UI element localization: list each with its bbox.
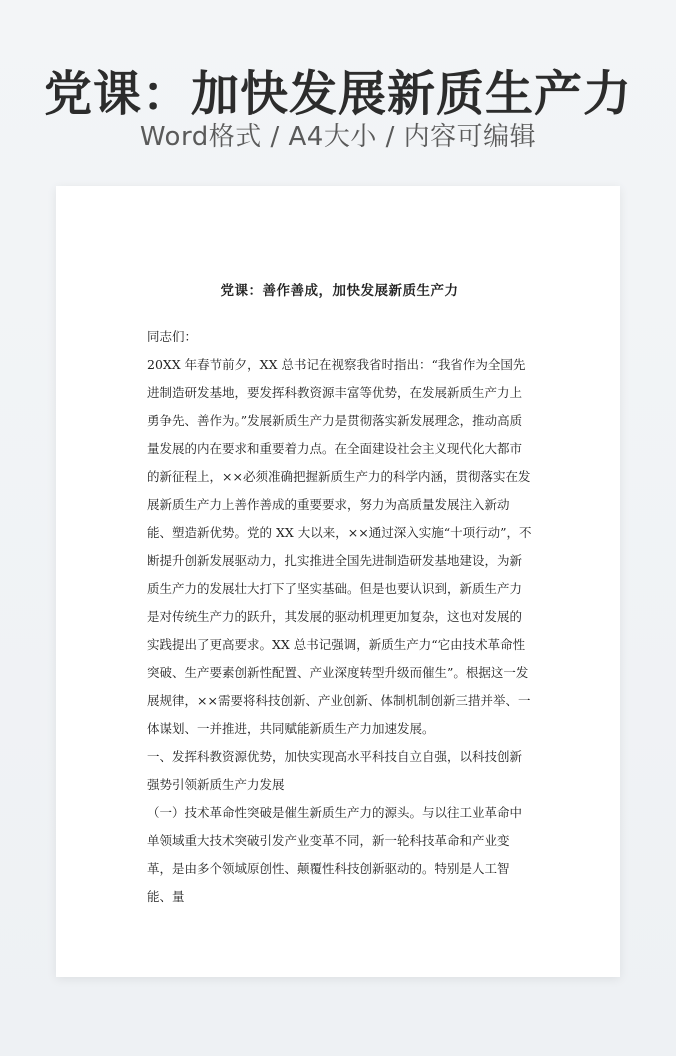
promo-subtitle: Word格式 / A4大小 / 内容可编辑: [139, 122, 537, 152]
promo-header: [0, 0, 676, 170]
document-title: 党课：善作善成，加快发展新质生产力: [220, 283, 459, 299]
document-salutation: 同志们：: [147, 329, 198, 344]
document-paragraph-1: 20XX 年春节前夕，XX 总书记在视察我省时指出：“我省作为全国先进制造研发基地，要发挥科教资源丰富等优势，在发展新质生产力上勇争先、善作为。”发展新质生产力是贯彻落实新发展理念，推动高质量发展的内在要求和重要着力点。在全面建设社会主义现代化大都市的新征程上，××必须准确把握新质生产力的科学内涵，贯彻落实在发展新质生产力上善作善成的重要要求，努力为高质量发展注入新动能、塑造新优势。党的 XX 大以来，××通过深入实施“十项行动”，不断提升创新发展驱动力，扎实推进全国先进制造研发基地建设，为新质生产力的发展壮大打下了坚实基础。但是也要认识到，新质生产力是对传统生产力的跃升，其发展的驱动机理更加复杂，这也对发展的实践提出了更高要求。XX 总书记强调，新质生产力“它由技术革命性突破、生产要素创新性配置、产业深度转型升级而催生”。根据这一发展规律，××需要将科技创新、产业创新、体制机制创新三措并举、一体谋划、一并推进，共同赋能新质生产力加速发展。: [147, 357, 532, 736]
document-paragraph-2: （一）技术革命性突破是催生新质生产力的源头。与以往工业革命中单领域重大技术突破引发产业变革不同，新一轮科技革命和产业变革，是由多个领域原创性、颠覆性科技创新驱动的。特别是人工智能、量: [147, 805, 523, 904]
document-heading-1: 一、发挥科教资源优势，加快实现高水平科技自立自强，以科技创新强势引领新质生产力发展: [147, 749, 523, 792]
document-content: [147, 279, 532, 911]
document-page: [56, 186, 620, 977]
promo-title: 党课：加快发展新质生产力: [43, 66, 632, 122]
